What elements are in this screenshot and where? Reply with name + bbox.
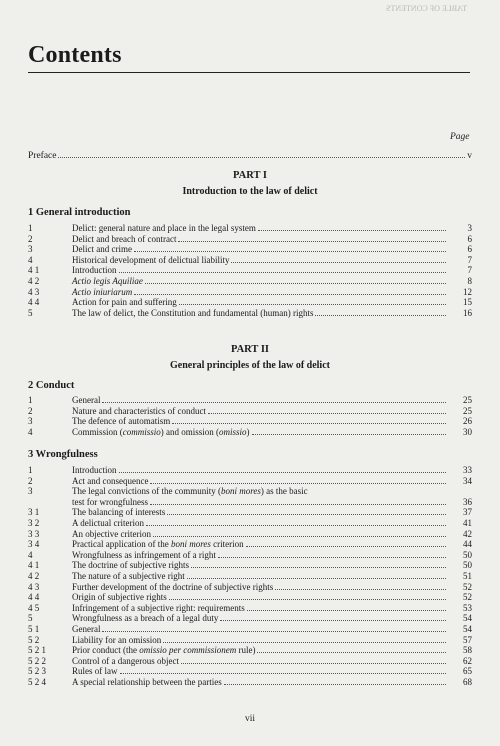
chapter-2-heading: 2 Conduct xyxy=(28,380,75,391)
entry-title xyxy=(72,297,177,308)
entry-text: Delict and breach of contract xyxy=(72,233,177,244)
dot-leader xyxy=(172,422,446,424)
entry-text: Further development of the doctrine of subjective rights xyxy=(72,581,274,592)
entry-page: 33 xyxy=(463,465,472,475)
entry-text: A delictual criterion xyxy=(72,517,144,528)
toc-entry[interactable] xyxy=(28,265,472,276)
entry-title xyxy=(72,476,148,487)
dot-leader xyxy=(169,598,446,600)
entry-number: 3 xyxy=(28,416,33,427)
entry-text: ) and omission ( xyxy=(160,426,220,437)
dot-leader xyxy=(120,672,447,674)
entry-number: 5 xyxy=(28,613,33,624)
entry-title xyxy=(72,656,179,667)
entry-title xyxy=(72,666,118,677)
entry-number: 4 1 xyxy=(28,560,40,571)
entry-text: General xyxy=(72,623,101,634)
dot-leader xyxy=(145,282,446,284)
entry-title xyxy=(72,234,176,245)
entry-title xyxy=(72,308,313,319)
entry-page: 36 xyxy=(463,496,472,507)
entry-number: 4 2 xyxy=(28,275,40,286)
entry-number: 3 1 xyxy=(28,507,40,518)
entry-page: 25 xyxy=(463,395,472,405)
entry-page: 52 xyxy=(463,581,472,592)
entry-page: 7 xyxy=(467,254,472,265)
toc-entry[interactable] xyxy=(28,518,472,529)
toc-entry[interactable] xyxy=(28,234,472,245)
part-2-title: General principles of the law of delict xyxy=(170,360,330,371)
chapter-3-entries xyxy=(28,465,472,687)
entry-number: 4 4 xyxy=(28,592,40,603)
entry-text: rule) xyxy=(236,645,256,656)
entry-text: Introduction xyxy=(72,265,117,276)
toc-entry[interactable] xyxy=(28,427,472,438)
toc-entry[interactable] xyxy=(28,244,472,255)
entry-text: test for wrongfulness xyxy=(72,496,148,507)
toc-entry[interactable] xyxy=(28,582,472,593)
entry-title xyxy=(72,465,117,476)
entry-title xyxy=(72,518,144,529)
preface-page: v xyxy=(467,151,472,161)
dot-leader xyxy=(247,609,446,611)
entry-title xyxy=(72,406,206,417)
dot-leader xyxy=(191,566,446,568)
entry-page: 37 xyxy=(463,507,472,518)
entry-title xyxy=(72,613,218,624)
entry-title xyxy=(72,539,244,550)
entry-title xyxy=(72,529,151,540)
entry-title xyxy=(72,624,100,635)
entry-number: 5 2 2 xyxy=(28,655,46,666)
entry-title xyxy=(72,255,229,266)
entry-title xyxy=(72,244,132,255)
toc-entry[interactable] xyxy=(28,666,472,677)
toc-entry[interactable] xyxy=(28,624,472,635)
entry-number: 4 3 xyxy=(28,286,40,297)
toc-entry[interactable] xyxy=(28,656,472,667)
entry-text: The law of delict, the Constitution and fundamental (human) rights xyxy=(72,307,314,318)
entry-number: 3 xyxy=(28,244,33,255)
entry-text: criterion xyxy=(210,539,244,550)
dot-leader xyxy=(102,401,446,403)
dot-leader xyxy=(163,641,446,643)
entry-text: Origin of subjective rights xyxy=(72,592,167,603)
entry-page: 3 xyxy=(467,223,472,233)
dot-leader xyxy=(208,412,446,414)
entry-text: Practical application of the xyxy=(72,539,171,550)
entry-page: 26 xyxy=(463,416,472,427)
entry-number: 4 1 xyxy=(28,265,40,276)
toc-entry[interactable] xyxy=(28,476,472,487)
entry-text: Wrongfulness as infringement of a right xyxy=(72,549,216,560)
toc-entry[interactable] xyxy=(28,486,472,507)
toc-entry[interactable] xyxy=(28,603,472,614)
entry-text-italic: commissio xyxy=(122,426,161,437)
entry-page: 15 xyxy=(463,297,472,308)
entry-text: Delict and crime xyxy=(72,244,132,255)
entry-text: Historical development of delictual liability xyxy=(72,254,230,265)
entry-text: Control of a dangerous object xyxy=(72,655,179,666)
toc-entry[interactable] xyxy=(28,571,472,582)
entry-title xyxy=(72,416,170,427)
entry-line-1 xyxy=(72,486,472,497)
toc-entry[interactable] xyxy=(28,465,472,476)
entry-text: Actio legis Aquiliae xyxy=(72,275,143,286)
entry-page: 62 xyxy=(463,655,472,666)
dot-leader xyxy=(257,651,446,653)
entry-number: 5 xyxy=(28,307,33,318)
entry-text: ) as the basic xyxy=(260,486,308,497)
dot-leader xyxy=(231,261,446,263)
entry-number: 1 xyxy=(28,465,33,475)
entry-title xyxy=(72,223,256,234)
entry-page: 50 xyxy=(463,549,472,560)
entry-page: 6 xyxy=(467,244,472,255)
entry-title xyxy=(72,395,100,406)
dot-leader xyxy=(146,524,446,526)
entry-title xyxy=(72,635,161,646)
toc-entry[interactable] xyxy=(28,395,472,406)
entry-number: 4 2 xyxy=(28,570,40,581)
entry-text: The balancing of interests xyxy=(72,507,166,518)
entry-title xyxy=(72,582,273,593)
entry-page: 44 xyxy=(463,539,472,550)
entry-text-block xyxy=(72,486,472,507)
entry-title xyxy=(72,603,245,614)
entry-number: 4 3 xyxy=(28,581,40,592)
entry-text: An objective criterion xyxy=(72,528,151,539)
entry-page: 25 xyxy=(463,405,472,416)
entry-title xyxy=(72,265,117,276)
entry-number: 5 2 xyxy=(28,634,40,645)
toc-entry[interactable] xyxy=(28,635,472,646)
entry-text: Nature and characteristics of conduct xyxy=(72,405,206,416)
dot-leader xyxy=(181,662,446,664)
dot-leader xyxy=(246,545,446,547)
dot-leader xyxy=(258,229,446,231)
entry-text: General xyxy=(72,395,101,405)
entry-page: 57 xyxy=(463,634,472,645)
toc-entry[interactable] xyxy=(28,255,472,266)
entry-page: 54 xyxy=(463,613,472,624)
entry-text: Act and consequence xyxy=(72,475,149,486)
toc-entry[interactable] xyxy=(28,223,472,234)
entry-number: 1 xyxy=(28,223,33,233)
entry-page: 52 xyxy=(463,592,472,603)
entry-text: The defence of automatism xyxy=(72,416,171,427)
entry-text-italic: omissio xyxy=(219,426,247,437)
entry-text: Commission ( xyxy=(72,426,123,437)
entry-title xyxy=(72,677,222,688)
dot-leader xyxy=(275,588,446,590)
dot-leader xyxy=(134,250,446,252)
toc-entry[interactable] xyxy=(28,297,472,308)
toc-entry[interactable] xyxy=(28,539,472,550)
dot-leader xyxy=(315,314,446,316)
toc-entry[interactable] xyxy=(28,550,472,561)
preface-entry[interactable] xyxy=(28,151,472,161)
entry-number: 3 xyxy=(28,486,33,497)
dot-leader xyxy=(102,630,446,632)
dot-leader xyxy=(153,535,446,537)
entry-line-2 xyxy=(72,497,472,508)
entry-text-italic: omissio per commissionem xyxy=(139,645,237,656)
dot-leader xyxy=(187,577,446,579)
entry-text: Introduction xyxy=(72,465,117,475)
entry-text: A special relationship between the parties xyxy=(72,676,222,687)
entry-text: Wrongfulness as a breach of a legal duty xyxy=(72,613,219,624)
entry-text: Liability for an omission xyxy=(72,634,162,645)
entry-page: 65 xyxy=(463,666,472,677)
running-head: TABLE OF CONTENTS xyxy=(386,4,468,13)
entry-title xyxy=(72,276,143,287)
dot-leader xyxy=(178,240,446,242)
part-2-label: PART II xyxy=(230,344,270,355)
entry-text: Actio iniuriarum xyxy=(72,286,133,297)
entry-text: Infringement of a subjective right: requirements xyxy=(72,602,245,613)
entry-text-italic: boni mores xyxy=(170,539,211,550)
dot-leader xyxy=(119,271,447,273)
entry-title xyxy=(72,427,250,438)
dot-leader xyxy=(252,433,446,435)
toc-entry[interactable] xyxy=(28,406,472,417)
toc-entry[interactable] xyxy=(28,308,472,319)
entry-page: 51 xyxy=(463,570,472,581)
entry-number: 4 xyxy=(28,426,33,437)
entry-number: 4 xyxy=(28,254,33,265)
chapter-3-heading: 3 Wrongfulness xyxy=(28,449,98,460)
dot-leader xyxy=(220,619,446,621)
entry-number: 4 4 xyxy=(28,297,40,308)
entry-page: 16 xyxy=(463,307,472,318)
entry-title xyxy=(72,550,216,561)
entry-page: 30 xyxy=(463,426,472,437)
entry-number: 1 xyxy=(28,395,33,405)
toc-entry[interactable] xyxy=(28,613,472,624)
dot-leader xyxy=(179,303,446,305)
title-rule xyxy=(28,72,470,73)
part-1-title: Introduction to the law of delict xyxy=(182,186,318,197)
entry-text: The legal convictions of the community ( xyxy=(72,486,221,497)
toc-entry[interactable] xyxy=(28,416,472,427)
toc-entry[interactable] xyxy=(28,560,472,571)
entry-text: Action for pain and suffering xyxy=(72,297,177,308)
page-column-label: Page xyxy=(450,132,470,142)
entry-title xyxy=(72,592,167,603)
entry-page: 12 xyxy=(463,286,472,297)
entry-page: 58 xyxy=(463,645,472,656)
dot-leader xyxy=(150,503,446,505)
page-number: vii xyxy=(244,714,256,724)
entry-number: 4 xyxy=(28,549,33,560)
chapter-1-heading: 1 General introduction xyxy=(28,207,131,218)
entry-page: 8 xyxy=(467,275,472,286)
dot-leader xyxy=(150,482,446,484)
entry-page: 6 xyxy=(467,233,472,244)
entry-number: 3 3 xyxy=(28,528,40,539)
entry-text-italic: boni mores xyxy=(220,486,261,497)
entry-page: 68 xyxy=(463,676,472,687)
preface-text: Preface xyxy=(28,151,57,161)
entry-page: 53 xyxy=(463,602,472,613)
toc-entry[interactable] xyxy=(28,276,472,287)
entry-page: 50 xyxy=(463,560,472,571)
entry-number: 5 2 1 xyxy=(28,645,46,656)
dot-leader xyxy=(224,683,446,685)
entry-number: 4 5 xyxy=(28,602,40,613)
entry-title xyxy=(72,560,189,571)
entry-title xyxy=(72,287,132,298)
entry-page: 41 xyxy=(463,517,472,528)
entry-page: 7 xyxy=(467,265,472,276)
dot-leader xyxy=(119,471,447,473)
entry-text: Rules of law xyxy=(72,666,118,677)
entry-text: ) xyxy=(246,426,250,437)
entry-number: 2 xyxy=(28,405,33,416)
part-1-label: PART I xyxy=(233,170,267,181)
toc-entry[interactable] xyxy=(28,287,472,298)
entry-number: 5 1 xyxy=(28,623,40,634)
entry-text: The doctrine of subjective rights xyxy=(72,560,189,571)
entry-number: 5 2 3 xyxy=(28,666,46,677)
toc-entry[interactable] xyxy=(28,592,472,603)
toc-entry[interactable] xyxy=(28,645,472,656)
entry-number: 2 xyxy=(28,475,33,486)
dot-leader xyxy=(58,156,465,158)
chapter-1-entries xyxy=(28,223,472,318)
entry-title xyxy=(72,507,165,518)
dot-leader xyxy=(167,513,446,515)
entry-page: 42 xyxy=(463,528,472,539)
entry-number: 3 2 xyxy=(28,517,40,528)
entry-number: 3 4 xyxy=(28,539,40,550)
entry-text: The nature of a subjective right xyxy=(72,570,185,581)
entry-number: 2 xyxy=(28,233,33,244)
entry-number: 5 2 4 xyxy=(28,676,46,687)
toc-entry[interactable] xyxy=(28,507,472,518)
entry-text: Delict: general nature and place in the legal system xyxy=(72,223,256,233)
dot-leader xyxy=(218,556,446,558)
entry-text: Prior conduct (the xyxy=(72,645,140,656)
chapter-2-entries xyxy=(28,395,472,437)
dot-leader xyxy=(134,293,446,295)
entry-title xyxy=(72,571,185,582)
toc-entry[interactable] xyxy=(28,529,472,540)
entry-page: 54 xyxy=(463,623,472,634)
entry-title xyxy=(72,645,255,656)
page-title: Contents xyxy=(28,42,122,68)
toc-entry[interactable] xyxy=(28,677,472,688)
entry-page: 34 xyxy=(463,475,472,486)
